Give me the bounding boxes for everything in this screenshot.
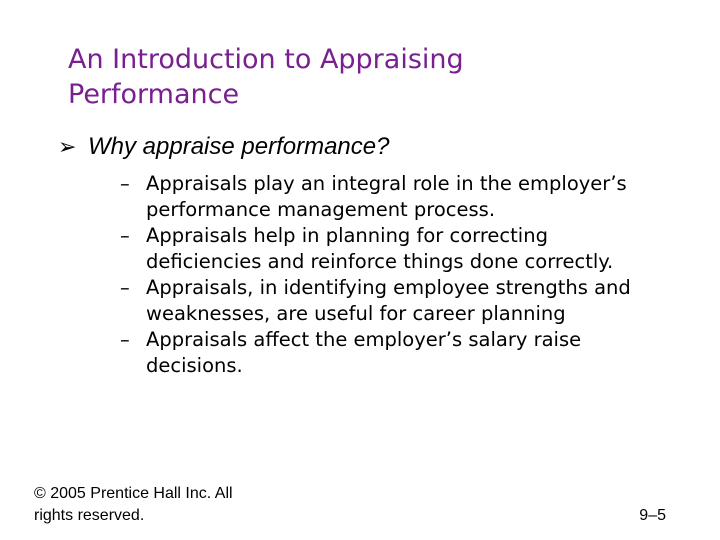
dash-bullet: –	[120, 172, 130, 195]
sub-bullet-text: Appraisals play an integral role in the employer’s	[146, 172, 627, 195]
sub-bullet-item	[120, 171, 686, 223]
page-number: 9–5	[639, 507, 666, 524]
slide-title-line-1: An Introduction to Appraising	[68, 44, 464, 75]
main-bullet	[58, 132, 389, 162]
slide-title	[68, 42, 668, 112]
sub-bullet-text: weaknesses, are useful for career planning	[146, 302, 566, 325]
sub-bullet-text: performance management process.	[146, 198, 496, 221]
sub-bullet-text: decisions.	[146, 354, 243, 377]
slide-title-line-2: Performance	[68, 79, 240, 110]
sub-bullet-item	[120, 223, 686, 275]
dash-bullet: –	[120, 224, 130, 247]
dash-bullet: –	[120, 276, 130, 299]
sub-bullet-item	[120, 275, 686, 327]
dash-bullet: –	[120, 328, 130, 351]
sub-bullet-item	[120, 327, 686, 379]
copyright-notice	[34, 483, 233, 527]
main-bullet-text: Why appraise performance?	[88, 133, 390, 160]
sub-bullet-text: Appraisals, in identifying employee strengths and	[146, 276, 631, 299]
sub-bullet-text: Appraisals help in planning for correcting	[146, 224, 548, 247]
copyright-line-2: rights reserved.	[34, 507, 145, 524]
arrow-bullet-icon: ➢	[58, 134, 77, 159]
copyright-line-1: © 2005 Prentice Hall Inc. All	[34, 485, 233, 502]
sub-bullet-text: Appraisals affect the employer’s salary raise	[146, 328, 582, 351]
sub-bullet-text: deficiencies and reinforce things done correctly.	[146, 250, 614, 273]
sub-bullet-list	[120, 171, 686, 379]
